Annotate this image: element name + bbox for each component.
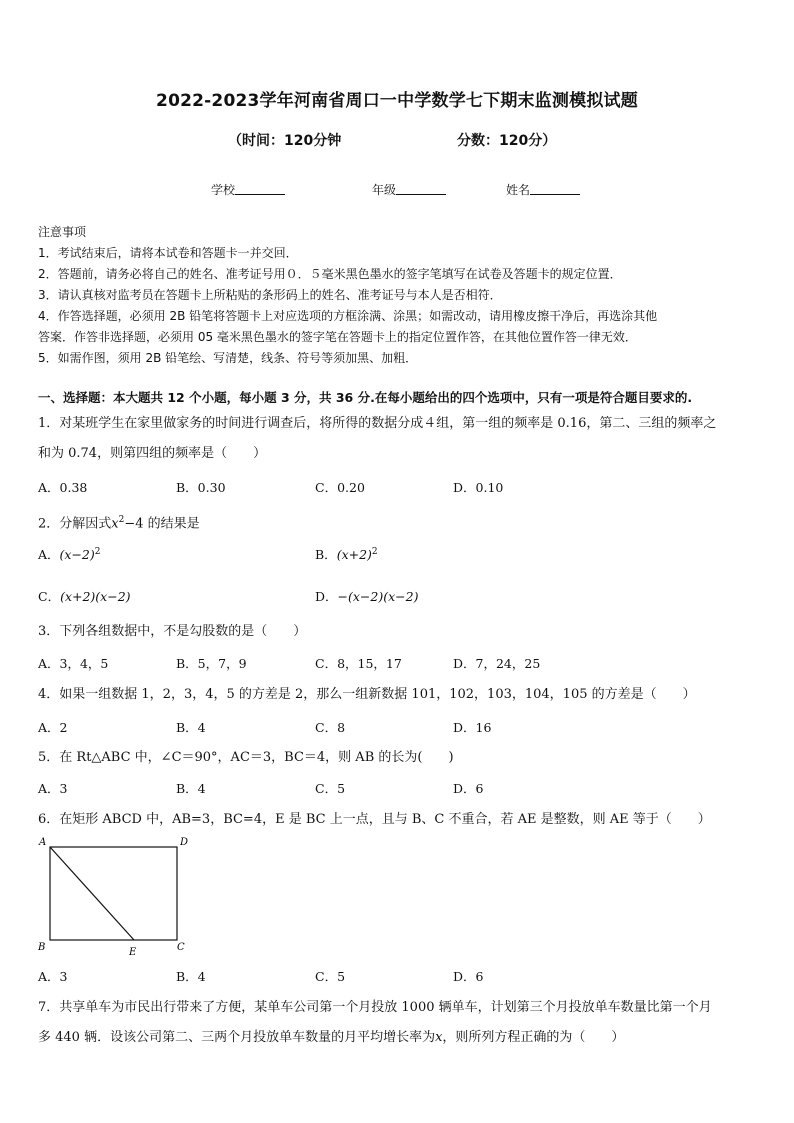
q1-option-d: D．0.10 <box>453 480 504 495</box>
q4-option-b: B．4 <box>176 720 206 735</box>
grade-field <box>372 181 446 198</box>
q2-option-a <box>38 545 101 563</box>
school-label: 学校 <box>211 183 236 197</box>
section-heading: 一、选择题：本大题共 12 个小题，每小题 3 分，共 36 分.在每小题给出的四个选项中，只有一项是符合题目要求的. <box>38 390 693 405</box>
q3-option-a: A．3，4，5 <box>38 656 109 671</box>
vertex-label-d: D <box>180 837 189 848</box>
name-field <box>506 181 580 198</box>
q5-stem: 5．在 Rt△ABC 中，∠C＝90°，AC＝3，BC＝4，则 AB 的长为( ) <box>38 750 454 765</box>
q7-stem-line2-pre: 多 440 辆．设该公司第二、三两个月投放单车数量的月平均增长率为 <box>38 1030 436 1045</box>
notes-item: 答案．作答非选择题，必须用 05 毫米黑色墨水的签字笔在答题卡上的指定位置作答，在其他位置作答一律无效． <box>38 330 637 344</box>
q2-stem-post: −4 的结果是 <box>124 516 200 532</box>
q2-option-b <box>315 545 378 563</box>
q4-option-a: A．2 <box>38 720 68 735</box>
q6-option-c: C．5 <box>315 969 346 984</box>
notes-item: 2．答题前，请务必将自己的姓名、准考证号用０．５毫米黑色墨水的签字笔填写在试卷及答题卡的规定位置． <box>38 267 622 281</box>
q5-option-d: D．6 <box>453 781 484 796</box>
q7-var: x <box>435 1030 443 1045</box>
student-info <box>0 181 794 201</box>
q4-option-d: D．16 <box>453 720 492 735</box>
q7-stem-line1: 7．共享单车为市民出行带来了方便，某单车公司第一个月投放 1000 辆单车，计划第三个月投放单车数量比第一个月 <box>38 1000 712 1015</box>
q7-stem-line2-post: ，则所列方程正确的为（ ） <box>442 1030 625 1045</box>
exam-meta <box>0 130 794 152</box>
segment-ae <box>50 847 134 940</box>
q2-var: x <box>111 516 119 532</box>
notes-heading: 注意事项 <box>38 225 87 239</box>
q4-stem: 4．如果一组数据 1，2，3，4，5 的方差是 2，那么一组新数据 101，102，103，104，105 的方差是（ ） <box>38 687 696 702</box>
notes-item: 1．考试结束后，请将本试卷和答题卡一并交回． <box>38 246 298 260</box>
notes-item: 3．请认真核对监考员在答题卡上所粘贴的条形码上的姓名、准考证号与本人是否相符． <box>38 288 502 302</box>
notes-block <box>38 222 758 369</box>
q5-option-a: A．3 <box>38 781 68 796</box>
q5-option-b: B．4 <box>176 781 206 796</box>
q1-stem-line2: 和为 0.74，则第四组的频率是（ ） <box>38 446 267 461</box>
q2-stem <box>38 510 760 534</box>
grade-label: 年级 <box>372 183 397 197</box>
q2-option-c-expr: (x+2)(x−2) <box>60 589 131 604</box>
q2-option-a-label: A． <box>38 547 60 562</box>
q2-option-c <box>38 587 131 605</box>
rectangle-abcd <box>50 847 177 940</box>
q3-stem: 3．下列各组数据中，不是勾股数的是（ ） <box>38 624 307 639</box>
q3-option-c: C．8，15，17 <box>315 656 402 671</box>
q2-stem-pre: 2．分解因式 <box>38 516 112 532</box>
page-title: 2022-2023学年河南省周口一中学数学七下期末监测模拟试题 <box>156 91 638 111</box>
q1-option-b: B．0.30 <box>176 480 226 495</box>
name-label: 姓名 <box>506 183 531 197</box>
q2-option-d-expr: −(x−2)(x−2) <box>337 589 419 604</box>
vertex-label-b: B <box>38 942 46 953</box>
q2-option-a-expr: (x−2) <box>59 547 95 562</box>
q2-option-d-label: D． <box>315 589 338 604</box>
q1-option-c: C．0.20 <box>315 480 365 495</box>
q6-stem: 6．在矩形 ABCD 中，AB=3，BC=4，E 是 BC 上一点，且与 B、C 不重合，若 AE 是整数，则 AE 等于（ ） <box>38 812 711 827</box>
q2-option-c-label: C． <box>38 589 61 604</box>
rectangle-figure <box>34 834 194 960</box>
q7-stem-line2 <box>38 1028 760 1048</box>
q2-option-b-exp: 2 <box>371 546 378 557</box>
q5-option-c: C．5 <box>315 781 346 796</box>
q3-option-b: B．5，7，9 <box>176 656 247 671</box>
name-blank <box>530 182 580 195</box>
q2-option-d <box>315 587 418 605</box>
q6-option-b: B．4 <box>176 969 206 984</box>
school-blank <box>235 182 285 195</box>
q6-option-a: A．3 <box>38 969 68 984</box>
q4-option-c: C．8 <box>315 720 346 735</box>
q1-stem-line1: 1．对某班学生在家里做家务的时间进行调查后，将所得的数据分成４组，第一组的频率是 0.16，第二、三组的频率之 <box>38 416 717 431</box>
school-field <box>211 181 285 198</box>
q2-option-a-exp: 2 <box>94 546 101 557</box>
q1-option-a: A．0.38 <box>38 480 88 495</box>
grade-blank <box>396 182 446 195</box>
notes-item: 5．如需作图，须用 2B 铅笔绘、写清楚，线条、符号等须加黑、加粗． <box>38 351 418 365</box>
vertex-label-a: A <box>39 837 47 848</box>
vertex-label-c: C <box>177 942 185 953</box>
exam-score: 分数：120分） <box>457 133 557 149</box>
q2-option-b-expr: (x+2) <box>336 547 372 562</box>
notes-item: 4．作答选择题，必须用 2B 铅笔将答题卡上对应选项的方框涂满、涂黑；如需改动，请用橡皮擦干净后，再选涂其他 <box>38 309 658 323</box>
q2-exponent: 2 <box>118 515 125 525</box>
point-label-e: E <box>129 947 137 958</box>
q6-option-d: D．6 <box>453 969 484 984</box>
exam-time: （时间：120分钟 <box>228 133 342 149</box>
q3-option-d: D．7，24，25 <box>453 656 541 671</box>
q2-option-b-label: B． <box>315 547 337 562</box>
